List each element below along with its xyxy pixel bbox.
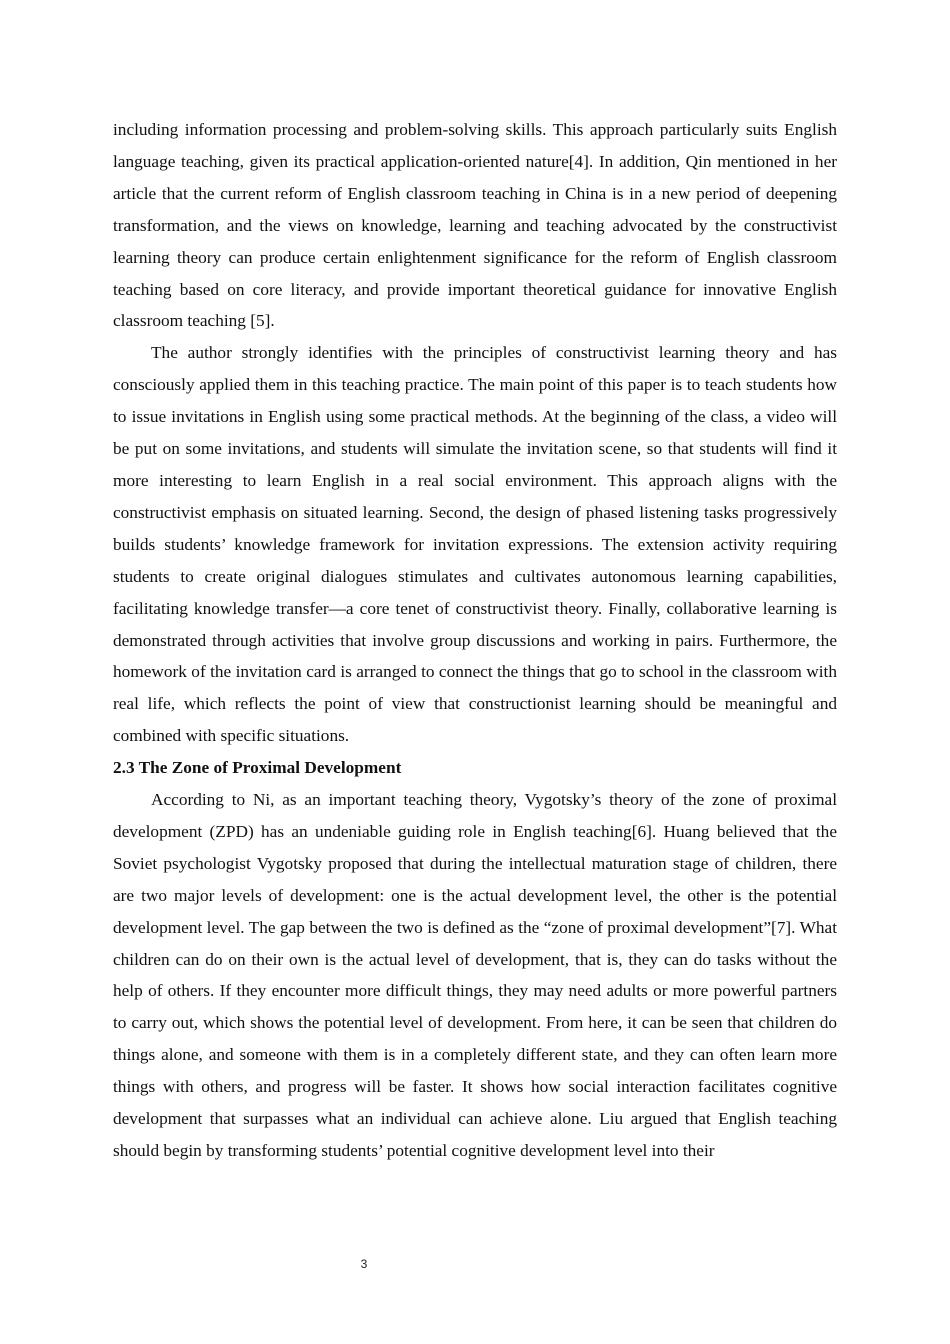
section-heading: 2.3 The Zone of Proximal Development	[113, 758, 402, 778]
document-page	[113, 114, 837, 1167]
paragraph-zpd: According to Ni, as an important teaching theory, Vygotsky’s theory of the zone of proximal development (ZPD) has an undeniable guiding role in English teaching[6]. Huang believed that the Soviet psychologist Vygotsky proposed that during the intellectual maturation stage of children, there are two major levels of development: one is the actual development level, the other is the potential development level. The gap between the two is defined as the “zone of proximal development”[7]. What children can do on their own is the actual level of development, that is, they can do tasks without the help of others. If they encounter more difficult things, they may need adults or more powerful partners to carry out, which shows the potential level of development. From here, it can be seen that children do things alone, and someone with them is in a completely different state, and they can often learn more things with others, and progress will be faster. It shows how social interaction facilitates cognitive development that surpasses what an individual can achieve alone. Liu argued that English teaching should begin by transforming students’ potential cognitive development level into their	[113, 790, 837, 1160]
page-number: 3	[360, 1257, 368, 1271]
paragraph-constructivist-practice: The author strongly identifies with the principles of constructivist learning theory and has consciously applied them in this teaching practice. The main point of this paper is to teach students how to issue invitations in English using some practical methods. At the beginning of the class, a video will be put on some invitations, and students will simulate the invitation scene, so that students will find it more interesting to learn English in a real social environment. This approach aligns with the constructivist emphasis on situated learning. Second, the design of phased listening tasks progressively builds students’ knowledge framework for invitation expressions. The extension activity requiring students to create original dialogues stimulates and cultivates autonomous learning capabilities, facilitating knowledge transfer—a core tenet of constructivist theory. Finally, collaborative learning is demonstrated through activities that involve group discussions and working in pairs. Furthermore, the homework of the invitation card is arranged to connect the things that go to school in the classroom with real life, which reflects the point of view that constructionist learning should be meaningful and combined with specific situations.	[113, 343, 837, 746]
paragraph-continuation: including information processing and problem-solving skills. This approach particularly suits English language teaching, given its practical application-oriented nature[4]. In addition, Qin mentioned in her article that the current reform of English classroom teaching in China is in a new period of deepening transformation, and the views on knowledge, learning and teaching advocated by the constructivist learning theory can produce certain enlightenment significance for the reform of English classroom teaching based on core literacy, and provide important theoretical guidance for innovative English classroom teaching [5].	[113, 120, 837, 331]
